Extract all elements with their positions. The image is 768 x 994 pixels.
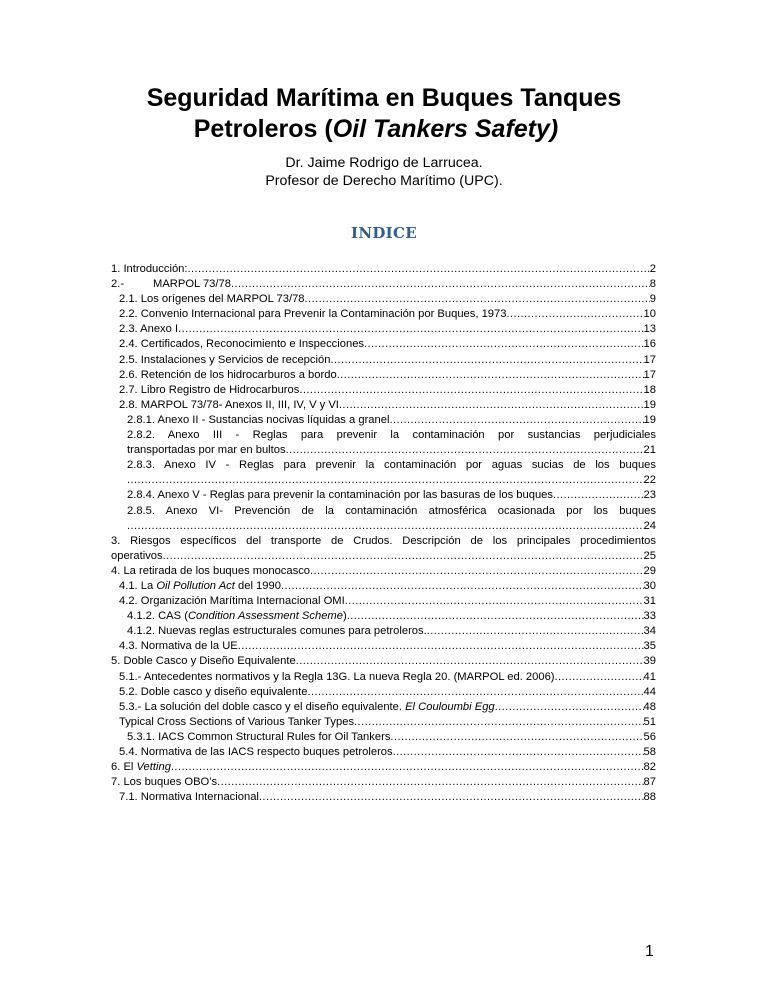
toc-page-number: 34 <box>643 625 656 638</box>
toc-entry-line[interactable]: 3. Riesgos específicos del transporte de Crudos. Descripción de los principales procedimientos <box>111 534 656 547</box>
toc-page-number: 17 <box>643 368 656 381</box>
dot-leader <box>178 322 643 337</box>
dot-leader <box>555 670 644 685</box>
toc-page-number: 19 <box>643 398 656 411</box>
dot-leader <box>310 564 644 579</box>
index-heading: INDICE <box>351 224 417 242</box>
toc-entry[interactable]: 4.1.2. CAS (Condition Assessment Scheme) ..... 33 <box>111 609 656 624</box>
dot-leader <box>305 292 650 307</box>
dot-leader <box>345 594 644 609</box>
toc-page-number: 48 <box>643 700 656 713</box>
dot-leader <box>127 473 644 488</box>
toc-entry[interactable]: 6. El Vetting ..... 82 <box>111 760 656 775</box>
toc-page-number: 18 <box>643 383 656 396</box>
toc-page-number: 88 <box>643 791 656 804</box>
dot-leader <box>281 579 644 594</box>
toc-entry[interactable]: 5.3.- La solución del doble casco y el diseño equivalente. El Couloumbi Egg ..... 48 <box>111 700 656 715</box>
dot-leader <box>427 624 644 639</box>
toc-page-number: 13 <box>643 323 656 336</box>
title-line-1: Seguridad Marítima en Buques Tanques <box>146 84 622 112</box>
toc-page-number: 17 <box>643 353 656 366</box>
dot-leader <box>495 700 644 715</box>
toc-page-number: 2 <box>649 263 656 275</box>
toc-entry[interactable]: 4.2. Organización Marítima Internacional OMI ..... 31 <box>111 594 656 609</box>
toc-entry[interactable]: 4.1. La Oil Pollution Act del 1990 ..... 30 <box>111 579 656 594</box>
toc-entry[interactable]: 2.8.1. Anexo II - Sustancias nocivas líquidas a granel ..... 19 <box>111 413 656 428</box>
dot-leader <box>286 443 644 458</box>
toc-page-number: 21 <box>643 444 656 457</box>
toc-page-number: 82 <box>643 761 656 774</box>
dot-leader <box>553 488 644 503</box>
toc-page-number: 87 <box>643 776 656 789</box>
toc-entry[interactable]: 1. Introducción: ..... 2 <box>111 262 656 277</box>
toc-page-number: 25 <box>643 549 656 562</box>
toc-page-number: 39 <box>643 655 656 668</box>
dot-leader <box>231 277 650 292</box>
toc-entry[interactable]: 5.3.1. IACS Common Structural Rules for Oil Tankers ..... 56 <box>111 730 656 745</box>
toc-entry[interactable]: 2.8.4. Anexo V - Reglas para prevenir la contaminación por las basuras de los buques ..... 23 <box>111 488 656 503</box>
toc-entry[interactable]: 2.- MARPOL 73/78 ..... 8 <box>111 277 656 292</box>
dot-leader <box>339 398 644 413</box>
dot-leader <box>506 307 643 322</box>
dot-leader <box>127 519 644 534</box>
toc-entry-line[interactable]: 2.8.3. Anexo IV - Reglas para prevenir la contaminación por aguas sucias de los buques <box>127 459 656 472</box>
page-number: 1 <box>645 943 654 960</box>
title-line-2: Petroleros (Oil Tankers Safety) <box>193 115 559 143</box>
toc-page-number: 23 <box>643 489 656 502</box>
dot-leader <box>217 775 643 790</box>
toc-entry[interactable]: operativos ..... 25 <box>111 549 656 564</box>
toc-entry[interactable]: 2.3. Anexo I ..... 13 <box>111 322 656 337</box>
toc-page-number: 44 <box>643 685 656 698</box>
author-name: Dr. Jaime Rodrigo de Larrucea. <box>285 155 483 171</box>
dot-leader <box>389 413 643 428</box>
dot-leader <box>390 730 643 745</box>
toc-entry[interactable]: 7.1. Normativa Internacional ..... 88 <box>111 790 656 805</box>
toc-entry[interactable]: 2.4. Certificados, Reconocimiento e Inspecciones ..... 16 <box>111 337 656 352</box>
toc-entry[interactable]: 4.1.2. Nuevas reglas estructurales comunes para petroleros. ..... 34 <box>111 624 656 639</box>
toc-page-number: 9 <box>649 293 656 306</box>
toc-entry[interactable] <box>111 519 656 534</box>
toc-page-number: 29 <box>643 564 656 577</box>
toc-entry[interactable]: 7. Los buques OBO’s ..... 87 <box>111 775 656 790</box>
toc-entry[interactable]: 2.2. Convenio Internacional para Prevenir la Contaminación por Buques, 1973 ..... 10 <box>111 307 656 322</box>
toc-entry[interactable]: transportadas por mar en bultos ..... 21 <box>111 443 656 458</box>
toc-page-number: 35 <box>643 640 656 653</box>
toc-entry[interactable]: 4. La retirada de los buques monocasco ..... 29 <box>111 564 656 579</box>
toc-page-number: 10 <box>643 308 656 321</box>
toc-entry-line[interactable]: 2.8.5. Anexo VI- Prevención de la contaminación atmosférica ocasionada por los buques <box>127 504 656 517</box>
dot-leader <box>364 337 644 352</box>
dot-leader <box>259 790 644 805</box>
toc-entry[interactable]: 2.5. Instalaciones y Servicios de recepción ..... 17 <box>111 353 656 368</box>
toc-page-number: 41 <box>643 670 656 683</box>
toc-page-number: 22 <box>643 474 656 487</box>
author-affiliation: Profesor de Derecho Marítimo (UPC). <box>265 173 503 189</box>
dot-leader <box>299 383 643 398</box>
toc-entry[interactable]: Typical Cross Sections of Various Tanker Types ..... 51 <box>111 715 656 730</box>
toc-page-number: 58 <box>643 746 656 758</box>
toc-entry[interactable]: 4.3. Normativa de la UE ..... 35 <box>111 639 656 654</box>
toc-page-number: 51 <box>643 715 656 728</box>
dot-leader <box>393 745 644 760</box>
toc-entry[interactable]: 2.6. Retención de los hidrocarburos a bordo ..... 17 <box>111 368 656 383</box>
dot-leader <box>307 685 643 700</box>
toc-page-number: 33 <box>643 610 656 623</box>
toc-entry[interactable]: 2.7. Libro Registro de Hidrocarburos ..... 18 <box>111 383 656 398</box>
toc-page-number: 24 <box>643 519 656 532</box>
table-of-contents <box>111 262 656 805</box>
dot-leader <box>330 353 643 368</box>
toc-entry[interactable]: 5.2. Doble casco y diseño equivalente ..... 44 <box>111 685 656 700</box>
dot-leader <box>238 639 644 654</box>
toc-entry[interactable]: 2.8. MARPOL 73/78- Anexos II, III, IV, V y VI ..... 19 <box>111 398 656 413</box>
dot-leader <box>163 549 644 564</box>
toc-page-number: 8 <box>649 278 656 291</box>
dot-leader <box>296 654 644 669</box>
toc-entry[interactable]: 5.1.- Antecedentes normativos y la Regla 13G. La nueva Regla 20. (MARPOL ed. 2006) ..... 41 <box>111 670 656 685</box>
toc-page-number: 30 <box>643 579 656 592</box>
toc-page-number: 56 <box>643 730 656 743</box>
dot-leader <box>354 715 644 730</box>
toc-entry[interactable]: 2.1. Los orígenes del MARPOL 73/78 ..... 9 <box>111 292 656 307</box>
toc-entry-line[interactable]: 2.8.2. Anexo III - Reglas para prevenir la contaminación por sustancias perjudiciales <box>127 429 656 442</box>
dot-leader <box>188 262 650 277</box>
author-block <box>0 154 768 190</box>
toc-page-number: 31 <box>643 595 656 608</box>
toc-page-number: 16 <box>643 338 656 351</box>
dot-leader <box>171 760 644 775</box>
dot-leader <box>337 368 644 383</box>
toc-entry[interactable]: 5. Doble Casco y Diseño Equivalente ..... 39 <box>111 654 656 669</box>
dot-leader <box>347 609 644 624</box>
toc-page-number: 19 <box>643 413 656 426</box>
toc-entry[interactable] <box>111 473 656 488</box>
toc-entry[interactable]: 5.4. Normativa de las IACS respecto buques petroleros ..... 58 <box>111 745 656 760</box>
document-title <box>0 83 768 145</box>
